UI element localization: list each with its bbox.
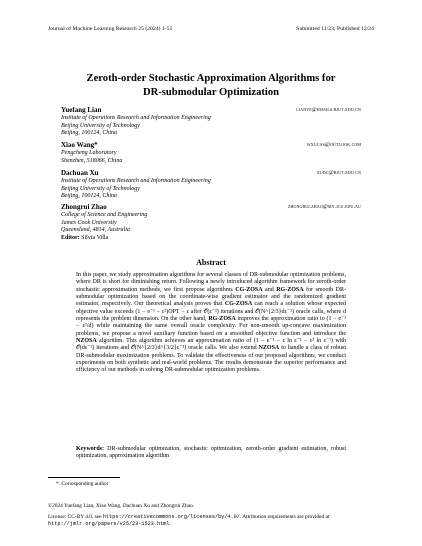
affiliation-line: Beijing, 100124, China xyxy=(61,193,117,200)
abstract-text: for smooth DR-submodular optimization based on the coordinate-wise gradient estimator and the randomized gradient estimator, respectively. Our theoretical analysis proves that xyxy=(76,286,347,308)
author-block xyxy=(61,141,361,165)
editor-name: Silvia Villa xyxy=(81,235,109,241)
editor-line xyxy=(61,235,108,241)
keywords-label: Keywords: xyxy=(76,446,104,452)
abstract-heading: Abstract xyxy=(196,258,226,267)
abstract-text: improves the approximation ratio to (1 − e⁻¹ − ε²/d) while maintaining the same overall oracle complexity. For non-smooth up-concave maximization problems, we propose a novel auxiliary function based on a smoothed objective function and introduce the xyxy=(76,316,346,337)
title-line-1: Zeroth-order Stochastic Approximation Algorithms for xyxy=(86,73,336,84)
algorithm-name: RG-ZOSA xyxy=(208,316,236,323)
abstract-body xyxy=(76,272,346,375)
author-name: Xiao Wang* xyxy=(61,141,98,149)
author-email[interactable]: wxucas@outlook.com xyxy=(306,142,361,148)
affiliation-line: Shenzhen, 518066, China xyxy=(61,157,123,164)
affiliation-line: Queensland, 4814, Australia xyxy=(61,227,130,234)
footnote: *. Corresponding author xyxy=(56,481,109,487)
algorithm-name: NZOSA xyxy=(76,338,97,345)
author-block xyxy=(61,106,361,138)
license-url-link[interactable]: https://creativecommons.org/licenses/by/4.0/ xyxy=(102,514,240,520)
algorithm-name: RG-ZOSA xyxy=(276,286,304,293)
affiliation-line: College of Science and Engineering xyxy=(61,212,148,218)
affiliation-line: Institute of Operations Research and Information Engineering xyxy=(61,178,211,184)
affiliation-line: Institute of Operations Research and Information Engineering xyxy=(61,115,211,121)
journal-header: Journal of Machine Learning Research 25 (2024) 1-55 xyxy=(48,26,173,32)
submission-dates: Submitted 11/23; Published 12/24 xyxy=(296,26,374,32)
copyright-line: ©2024 Yuefang Lian, Xiao Wang, Dachuan Xu and Zhongrui Zhao. xyxy=(48,503,195,509)
paper-title xyxy=(40,72,382,99)
license-line xyxy=(48,514,378,528)
author-block xyxy=(61,169,361,201)
author-email[interactable]: zhongrui.zhao@my.jcu.edu.au xyxy=(288,204,361,210)
keywords xyxy=(76,446,346,461)
license-mid: . Attribution requirements are provided at xyxy=(239,514,330,520)
license-prefix: License: CC-BY 4.0, see xyxy=(48,514,103,520)
paper-url-link[interactable]: http://jmlr.org/papers/v25/23-1523.html xyxy=(48,521,170,527)
affiliation-line: Pengcheng Laboratory xyxy=(61,150,117,156)
affiliation-line: Beijing, 100124, China xyxy=(61,130,117,137)
abstract-text: to handle a class of robust DR-submodular maximization problems. To validate the effectiveness of our proposed algorithms, we conduct experiments on both synthetic and real-world problems. The results demonstrate the superior performance and efficiency of our methods in solving DR-submodular optimization problems. xyxy=(76,345,347,374)
algorithm-name: CG-ZOSA xyxy=(224,301,253,308)
affiliation-line: Beijing University of Technology xyxy=(61,122,140,129)
author-name: Yuefang Lian xyxy=(61,106,102,114)
abstract-text: In this paper, we study approximation algorithms for several classes of DR-submodular optimization problems, where DR is short for diminishing return. Following a newly introduced algorithm framework for zeroth-order stochastic approximation methods, we first propose algorithms xyxy=(76,272,346,293)
algorithm-name: CG-ZOSA xyxy=(235,286,263,293)
author-name: Zhongrui Zhao xyxy=(61,203,107,211)
author-name: Dachuan Xu xyxy=(61,169,99,177)
keywords-text: DR-submodular optimization, stochastic optimization, zeroth-order gradient estimation, robust optimization, approximation algorithm xyxy=(76,446,346,460)
editor-label: Editor: xyxy=(61,235,80,241)
title-line-2: DR-submodular Optimization xyxy=(142,86,280,98)
abstract-text: can reach a solution whose expected objective value exceeds (1 − e⁻¹ − ε²)OPT − ε after 𝒪(ε⁻²) iterations and 𝒪(N^{2/3}dε⁻²) oracle calls, where d represents the problem dimension. On the other hand, xyxy=(76,301,346,323)
author-email[interactable]: lianyf@emails.bjut.edu.cn xyxy=(296,107,361,113)
license-suffix: . xyxy=(169,521,171,527)
algorithm-name: NZOSA xyxy=(258,345,280,352)
affiliation-line: James Cook University xyxy=(61,219,117,226)
abstract-text: and xyxy=(262,286,277,293)
affiliation-line: Beijing University of Technology xyxy=(61,185,140,192)
footnote-rule xyxy=(48,477,120,478)
author-email[interactable]: xudc@bjut.edu.cn xyxy=(316,170,361,176)
abstract-text: algorithm. This algorithm achieves an approximation ratio of (1 − e⁻¹ − ε ln ε⁻¹ − ε² ln ε⁻¹) with 𝒪(dε⁻²) iterations and 𝒪(N^{2/3}d^{3/2}ε⁻³) oracle calls. We also extend xyxy=(76,338,346,352)
author-block xyxy=(61,203,361,235)
